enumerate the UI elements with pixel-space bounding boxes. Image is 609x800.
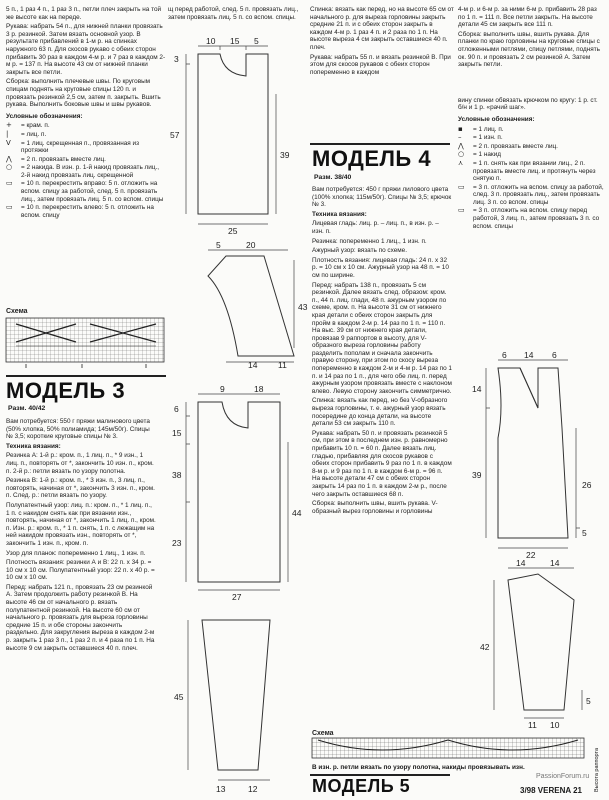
model-3-plotnost: Плотность вязания: резинки А и В: 22 п. х 34 р. = 10 см х 10 см. Полупатентный узор: 22 п. х 40 р. = 10 см х 10 см. — [6, 559, 157, 582]
footer-watermark: PassionForum.ru — [536, 773, 590, 780]
pattern-diagram-2 — [168, 236, 308, 368]
legend-text: = 1 лиц. п. — [473, 125, 504, 133]
dim-label: 12 — [248, 784, 258, 794]
model-3-pered: Перед: набрать 121 п., провязать 23 см резинкой А. Затем продолжить работу резинкой В. На высоте 46 см от начального р. вязать полупатентной резинкой. На высоте 60 см от начального р. провязать для выреза горловины средние 15 п. и обе стороны закончить раздельно. Для закругления выреза в каждом 2-м р. закрыть 1 раз 3 п., 1 раз 2 п. и 4 раза по 1 п. На высоте 9 см закрыть оставшиеся 40 п. плеч. — [6, 583, 157, 652]
legend-symbol: V — [6, 138, 11, 147]
model-4-title: МОДЕЛЬ 4 — [312, 146, 432, 171]
dim-label: 10 — [206, 36, 216, 46]
dim-label: 9 — [220, 384, 225, 394]
model-3-rezinka-b: Резинка В: 1-й р.: кром. п., * 3 изн. п., 3 лиц. п., повторять, начиная от *, закончить 3 изн. п., кром. п. След. р.: петли вязать по узору. — [6, 477, 157, 500]
column-4 — [458, 6, 604, 231]
pattern-diagram-1 — [168, 34, 308, 234]
legend-item — [6, 122, 166, 130]
knitting-chart-2 — [312, 738, 590, 760]
pattern-diagram-6 — [458, 560, 604, 730]
footer-brand — [520, 786, 582, 795]
legend-text: = 1 накид — [473, 151, 502, 159]
col1-top-text: 5 п., 1 раз 4 п., 1 раз 3 п., петли плеч закрыть на той же высоте как на переде. — [6, 6, 163, 21]
model-3-rezinka-a: Резинка А: 1-й р.: кром. п., 1 лиц. п., * 9 изн., 1 лиц. п., повторять от *, закончить 10 изн. п., кром. п. 2-й р.: петли вязать по узору полотна. — [6, 452, 156, 475]
col5-sborka: Сборка: выполнить швы, вшить рукава. Для планки по краю горловины на круговые спицы с отложенными петлями, спицу петлями, поднять ок. 90 п. и провязать 2 см резинкой А. Затем закрыть петли. — [458, 30, 602, 69]
legend-item — [458, 151, 604, 159]
dim-label: 14 — [524, 350, 534, 360]
col3-top-text: щ перед работой, след. 5 п. провязать лиц., затем провязать лиц. 5 п. со вспом. спицы. — [168, 6, 301, 21]
column-3-top — [168, 6, 308, 23]
pattern-diagram-4 — [168, 610, 308, 796]
dim-label: 45 — [174, 692, 184, 702]
legend-symbol: ⋏ — [458, 158, 464, 167]
dim-label: 44 — [292, 508, 302, 518]
scheme-1-label: Схема — [6, 308, 28, 315]
model-3-uzor: Узор для планок: попеременно 1 лиц., 1 изн. п. — [6, 549, 146, 557]
legend-text: = 1 п. снять как при вязании лиц., 2 п. провязать вместе лиц. и протянуть через снятую п. — [473, 159, 596, 183]
dim-label: 38 — [172, 470, 182, 480]
legend-item — [6, 164, 166, 179]
col1-legend-title: Условные обозначения: — [6, 112, 83, 120]
legend-text: = 2 п. провязать вместе лиц. — [21, 155, 106, 163]
legend-symbol: ○ — [6, 163, 13, 172]
dim-label: 14 — [550, 558, 560, 568]
dim-label: 5 — [254, 36, 259, 46]
legend-symbol: | — [6, 129, 9, 138]
model-4-spinka: Спинка: вязать как перед, но без V-образного выреза горловины, т. е. ажурный узор вязать посередине до конца детали, на высоте детали 53 см закрыть 110 п. — [312, 397, 450, 428]
dim-label: 27 — [232, 592, 242, 602]
dim-label: 18 — [254, 384, 264, 394]
dim-label: 13 — [216, 784, 226, 794]
pattern-diagram-3 — [168, 382, 308, 602]
column-3 — [310, 6, 454, 78]
model-3-tech-title: Техника вязания: — [6, 442, 61, 450]
legend-text: = крам. п. — [21, 122, 50, 130]
legend-symbol: – — [458, 133, 462, 142]
dim-label: 15 — [172, 428, 182, 438]
model-5-title: МОДЕЛЬ 5 — [312, 776, 411, 796]
col1-sborka: Сборка: выполнить плечевые швы. По круговым спицам поднять на круговые спицы 120 п. и провязать резинкой 2,5 см, затем п. закрыть. Вшить рукава. Выполнить боковые швы и швы рукавов. — [6, 78, 163, 109]
dim-label: 57 — [170, 130, 180, 140]
model-3-polupatent: Полупатентный узор: лиц. п.: кром. п., * 1 лиц. п., 1 п. с накидом снять как при вязании изн., повторять, начиная от *, закончить 1 лиц. п., кром. п. Изн. р.: кром. п., * 1 п. снять, 1 п. с лежащим на ней накидом провязать изн., повторять от *, закончить 1 изн. п., кром. п. — [6, 501, 158, 547]
legend-text: = 1 изн. п. — [473, 134, 503, 142]
column-1 — [6, 6, 166, 220]
legend-text: = лиц. п. — [21, 130, 47, 138]
model-4-pered: Перед: набрать 138 п., провязать 5 см резинкой. Далее вязать след. образом: кром. п., 44 п. лиц. глади, 48 п. ажурным узором по схеме, кром. п. На высоте 31 см от нижнего края детали с обеих сторон закрыть для пройм в каждом 2-м р. 14 раз по 1 п. = 110 п. На выс. 39 см от нижнего края детали, провязав 9 раппортов в высоту, для V-образного выреза горловины работу разделить пополам и сначала закончить правую сторону, при этом по скосу выреза попеременно в каждом 2-м и 4-м р. 14 раз по 1 п. и 14 раз по 1 п., для чего обе лиц. п. перед ажурным узором провязать вместе с наклоном влево. Левую сторону закончить симметрично. — [312, 281, 454, 395]
col3-spinka: Спинка: вязать как перед, но на высоте 65 см от начального р. для выреза горловины закрыть средние 21 п. и с обеих сторон закрыть в каждом 4-м р. 1 раз 4 п. и 2 раза по 1 п. На высоте выреза 4 см закрыть оставшиеся 40 п. плеч. — [310, 6, 456, 51]
legend-item — [458, 207, 604, 230]
legend-text: = 3 п. отложить на вспом. спицу за работой, след. 3 п. провязать лиц., затем провязать лиц. 3 п. со вспом. спицы — [473, 183, 604, 206]
model-4-sborka: Сборка: выполнить швы, вшить рукава. V-образный вырез горловины и горловины — [312, 500, 438, 515]
dim-label: 11 — [528, 720, 537, 730]
model-3-need: Вам потребуется: 550 г пряжи малинового цвета (50% хлопка, 50% полиамида; 145м/50г). Спицы № 3,5; короткие круговые спицы № 3. — [6, 418, 152, 441]
footer-page-number: 21 — [573, 786, 582, 795]
model-4-rez: Резинка: попеременно 1 лиц., 1 изн. п. — [312, 237, 427, 245]
legend-item — [6, 156, 166, 164]
dim-label: 5 — [586, 696, 591, 706]
model-3-size: Разм. 40/42 — [8, 405, 46, 412]
dim-label: 10 — [550, 720, 560, 730]
legend-item — [6, 180, 166, 203]
legend-item — [458, 160, 604, 183]
divider — [310, 143, 450, 145]
dim-label: 6 — [552, 350, 557, 360]
dim-label: 20 — [246, 240, 256, 250]
dim-label: 43 — [298, 302, 308, 312]
dim-label: 22 — [526, 550, 536, 560]
dim-label: 14 — [472, 384, 482, 394]
col5-top: 4-м р. и 6-м р. за ними 6-м р. прибавить 28 раз по 1 п. = 111 п. Все петли закрыть. На высоте детали 45 см закрыть все 111 п. — [458, 6, 599, 29]
legend-item — [6, 140, 166, 155]
legend-text: = 1 лиц. скрещенная п., провязанная из протяжки — [21, 139, 140, 155]
model-3-title: МОДЕЛЬ 3 — [6, 378, 126, 403]
legend-text: = 3 п. отложить на вспом. спицу перед работой, 3 лиц. п., затем провязать 3 п. со вспом. спицы — [473, 207, 600, 230]
dim-label: 3 — [174, 54, 179, 64]
legend-symbol: ⋀ — [6, 154, 12, 163]
dim-label: 11 — [278, 360, 287, 370]
legend-symbol: ▭ — [458, 206, 465, 215]
legend-item — [458, 184, 604, 207]
model-3-text — [6, 418, 156, 654]
dim-label: 14 — [248, 360, 258, 370]
col5-legend-title: Условные обозначения: — [458, 115, 535, 123]
col1-legend — [6, 122, 166, 219]
col5-vinty: вину спинки обвязать крючком по кругу: 1 р. ст. б/н и 1 р. «рачий шаг». — [458, 96, 600, 112]
dim-label: 5 — [216, 240, 221, 250]
legend-item — [458, 126, 604, 134]
legend-symbol: ○ — [458, 150, 465, 159]
legend-text: = 2 п. провязать вместе лиц. — [473, 142, 558, 150]
scheme-banner: В изн. р. петли вязать по узору полотна, накиды провязывать изн. — [312, 764, 525, 771]
footer-brand-name: 3/98 VERENA — [520, 786, 571, 795]
divider — [6, 375, 166, 377]
col5-legend — [458, 126, 604, 231]
dim-label: 6 — [502, 350, 507, 360]
model-4-plotnost: Плотность вязания: лицевая гладь: 24 п. х 32 р. = 10 см х 10 см. Ажурный узор на 48 п. = 10 см по ширине. — [312, 256, 451, 279]
scheme-2-label: Схема — [312, 730, 334, 737]
dim-label: 14 — [516, 558, 526, 568]
legend-text: = 10 п. перекрестить влево: 5 п. отложить на вспом. спицу — [21, 204, 154, 219]
dim-label: 23 — [172, 538, 182, 548]
model-4-rukava: Рукава: набрать 50 п. и провязать резинкой 5 см, при этом в последнем изн. р. равномерно прибавить 10 п. = 60 п. Далее вязать лиц. гладью, прибавляя для скосов рукавов с обеих сторон прибавить 9 раз по 1 п. в каждом 8-м р. и 9 раз по 1 п. в каждом 6-м р. = 96 п. На высоте детали 47 см с обеих сторон закрыть 14 раз по 1 п. в каждом 2-м р., после чего закрыть оставшиеся 68 п. — [312, 429, 454, 498]
model-4-lic: Лицевая гладь: лиц. р. – лиц. п., в изн. р. – изн. п. — [312, 220, 441, 235]
knitting-chart-1 — [6, 318, 164, 368]
legend-item — [458, 134, 604, 142]
dim-label: 26 — [582, 480, 592, 490]
dim-label: 5 — [582, 528, 587, 538]
model-4-need: Вам потребуется: 450 г пряжи лилового цвета (100% хлопка; 115м/50г). Спицы № 3,5; крючок № 3. — [312, 186, 453, 209]
col3-rukava: Рукава: набрать 55 п. и вязать резинкой В. При этом для скосов рукавов с обеих сторон попеременно в каждом — [310, 53, 453, 76]
legend-item — [458, 143, 604, 151]
legend-symbol: + — [6, 121, 12, 130]
model-4-size: Разм. 38/40 — [314, 174, 352, 181]
dim-label: 15 — [230, 36, 240, 46]
legend-text: = 10 п. перекрестить вправо: 5 п. отложить на вспом. спицу за работой, след. 5 п. провязать лиц., затем провязать лиц. 5 п. со вспом. спицы — [21, 180, 164, 203]
dim-label: 6 — [174, 404, 179, 414]
legend-symbol: ▭ — [458, 182, 465, 191]
legend-symbol: ▭ — [6, 179, 13, 188]
legend-item — [6, 131, 166, 139]
legend-symbol: ▪ — [458, 124, 463, 133]
model-4-text — [312, 186, 452, 517]
model-4-azur: Ажурный узор: вязать по схеме. — [312, 247, 408, 255]
dim-label: 25 — [228, 226, 238, 236]
dim-label: 39 — [472, 470, 482, 480]
dim-label: 39 — [280, 150, 290, 160]
col1-rukava: Рукава: набрать 54 п., для нижней планки провязать 3 р. резинкой. Затем вязать основной узор. В результате прибавлений в 1-м р. на спинках наружного 63 п. Для скосов рукаво с обеих сторон прибавить 30 раз в каждом 4-м р. и 7 раз в каждом 2-м р. = 137 п. На высоте 43 см от нижней планки закрыть все петли. — [6, 23, 166, 76]
model-4-tech-title: Техника вязания: — [312, 210, 367, 218]
legend-text: = 2 накида. В изн. р. 1-й накид провязать лиц., 2-й накид провязать лиц. скрещенной — [21, 164, 160, 179]
pattern-diagram-5 — [458, 348, 604, 558]
legend-item — [6, 204, 166, 219]
legend-symbol: ▭ — [6, 203, 13, 212]
scheme-side-label: Высота раппорта — [594, 747, 600, 792]
dim-label: 42 — [480, 642, 490, 652]
legend-symbol: ⋀ — [458, 141, 464, 150]
